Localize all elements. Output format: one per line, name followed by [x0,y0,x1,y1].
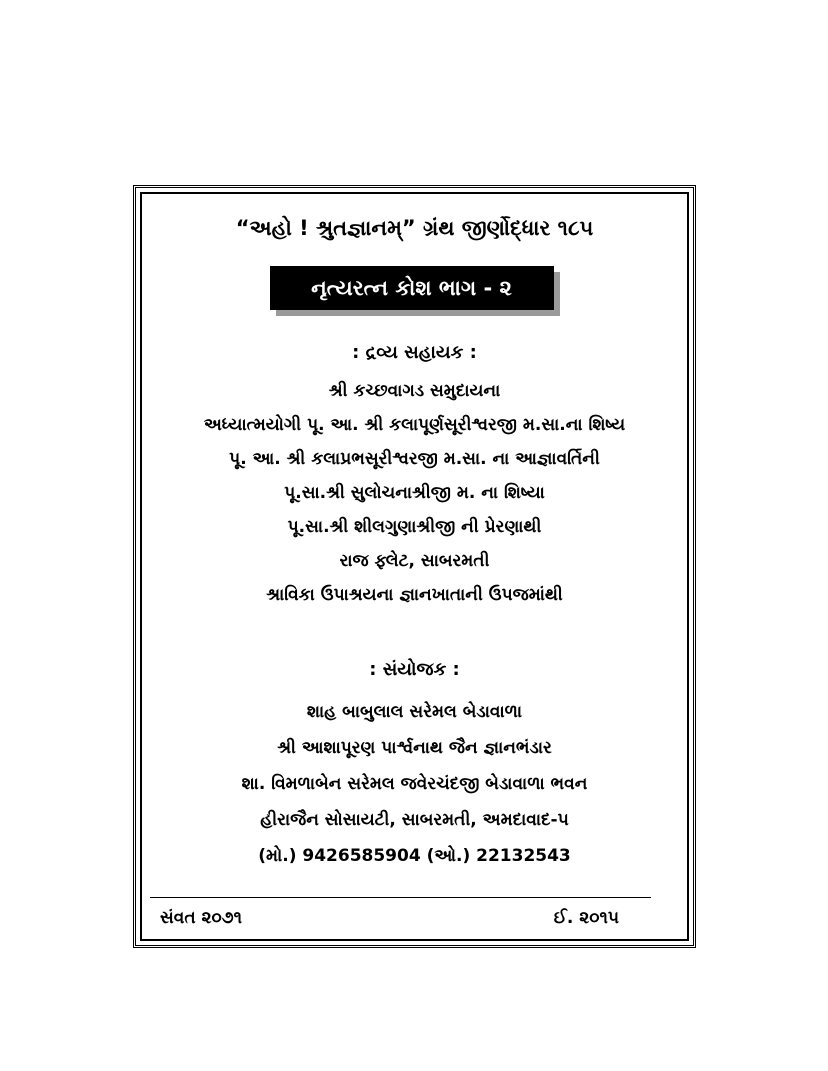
sponsor-line: શ્રાવિકા ઉપાશ્રયના જ્ઞાનખાતાની ઉપજમાંથી [266,585,563,605]
organizer-line: શ્રી આશાપૂરણ પાર્શ્વનાથ જૈન જ્ઞાનભંડાર [277,738,552,758]
sponsor-lines [142,374,687,612]
series-header: “અહો ! શ્રુતજ્ઞાનમ્” ગ્રંથ જીર્ણોદ્ધાર ૧૮૫ [235,216,594,240]
footer-divider [150,897,651,898]
organizer-lines [142,694,687,874]
gregorian-year: ઈ. ૨૦૧૫ [553,908,619,928]
page-content [140,192,689,941]
book-title: નૃત્યરત્ન કોશ ભાગ - ૨ [270,266,554,310]
sponsor-line: અધ્યાત્મયોગી પૂ. આ. શ્રી કલાપૂર્ણસૂરીશ્વરજી મ.સા.ના શિષ્ય [203,415,626,435]
page-border [133,185,696,948]
sponsor-line: પૂ.સા.શ્રી સુલોચનાશ્રીજી મ. ના શિષ્યા [284,483,545,503]
sponsor-label: : દ્રવ્ય સહાયક : [352,342,477,363]
organizer-label: : સંયોજક : [369,659,460,680]
samvat-year: સંવત ૨૦૭૧ [160,908,242,928]
contact-line: (મો.) 9426585904 (ઓ.) 22132543 [258,846,571,866]
sponsor-line: રાજ ફ્લેટ, સાબરમતી [339,551,490,571]
sponsor-line: પૂ. આ. શ્રી કલાપ્રભસૂરીશ્વરજી મ.સા. ના આજ્ઞાવર્તિની [229,449,600,469]
sponsor-line: શ્રી કચ્છવાગડ સમુદાયના [328,381,501,401]
organizer-line: હીરાજૈન સોસાયટી, સાબરમતી, અમદાવાદ-૫ [260,810,569,830]
organizer-line: શાહ બાબુલાલ સરેમલ બેડાવાળા [306,702,523,722]
title-banner [270,266,560,316]
sponsor-line: પૂ.સા.શ્રી શીલગુણાશ્રીજી ની પ્રેરણાથી [287,517,542,537]
organizer-line: શા. વિમળાબેન સરેમલ જવેરચંદજી બેડાવાળા ભવન [241,774,588,794]
